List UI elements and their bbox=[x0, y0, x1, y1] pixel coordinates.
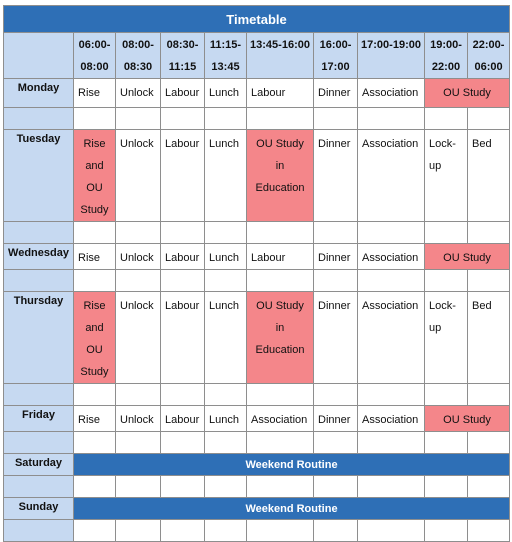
time-slot: 13:45-16:00 bbox=[247, 33, 314, 79]
activity-cell: Dinner bbox=[314, 130, 358, 222]
cell-line: Education bbox=[255, 182, 305, 194]
activity-cell: Rise bbox=[74, 244, 116, 270]
day-label-saturday: Saturday bbox=[4, 454, 74, 476]
day-label-thursday: Thursday bbox=[4, 292, 74, 384]
row-friday bbox=[4, 406, 510, 432]
cell-line: Lock- bbox=[429, 300, 456, 312]
cell-line: in bbox=[275, 322, 285, 334]
cell-line: and bbox=[85, 322, 104, 334]
activity-cell: Labour bbox=[161, 130, 205, 222]
header-corner bbox=[4, 33, 74, 79]
activity-cell: Unlock bbox=[116, 406, 161, 432]
cell-line: and bbox=[85, 160, 104, 172]
weekend-routine-banner: Weekend Routine bbox=[74, 498, 510, 520]
activity-cell: Lunch bbox=[205, 130, 247, 222]
spacer-row bbox=[4, 476, 510, 498]
row-wednesday bbox=[4, 244, 510, 270]
day-label-tuesday: Tuesday bbox=[4, 130, 74, 222]
cell-line: Lock- bbox=[429, 138, 456, 150]
time-slot: 11:15-13:45 bbox=[205, 33, 247, 79]
ou-study-cell: OU Study bbox=[425, 244, 510, 270]
row-tuesday bbox=[4, 130, 510, 222]
time-slot: 17:00-19:00 bbox=[358, 33, 425, 79]
activity-cell: Association bbox=[247, 406, 314, 432]
day-label-wednesday: Wednesday bbox=[4, 244, 74, 270]
activity-cell: Lunch bbox=[205, 79, 247, 108]
activity-cell: Association bbox=[358, 79, 425, 108]
activity-cell: Rise bbox=[74, 406, 116, 432]
row-monday bbox=[4, 79, 510, 108]
spacer-row bbox=[4, 384, 510, 406]
cell-line: up bbox=[429, 160, 442, 172]
spacer-row bbox=[4, 520, 510, 542]
cell-line: Rise bbox=[83, 138, 106, 150]
activity-cell: Bed bbox=[468, 292, 510, 384]
lock-up-cell bbox=[425, 130, 468, 222]
time-slot: 22:00-06:00 bbox=[468, 33, 510, 79]
weekend-routine-banner: Weekend Routine bbox=[74, 454, 510, 476]
activity-cell: Labour bbox=[161, 406, 205, 432]
row-sunday bbox=[4, 498, 510, 520]
spacer-row bbox=[4, 432, 510, 454]
activity-cell: Association bbox=[358, 292, 425, 384]
spacer-row bbox=[4, 108, 510, 130]
activity-cell: Association bbox=[358, 244, 425, 270]
activity-cell: Lunch bbox=[205, 292, 247, 384]
ou-study-in-education-cell bbox=[247, 130, 314, 222]
cell-line: OU Study bbox=[256, 138, 304, 150]
activity-cell: Association bbox=[358, 130, 425, 222]
activity-cell: Labour bbox=[247, 79, 314, 108]
cell-line: OU bbox=[86, 182, 103, 194]
activity-cell: Dinner bbox=[314, 292, 358, 384]
time-slot: 19:00-22:00 bbox=[425, 33, 468, 79]
cell-line: in bbox=[275, 160, 285, 172]
day-label-monday: Monday bbox=[4, 79, 74, 108]
row-thursday bbox=[4, 292, 510, 384]
rise-and-ou-study-cell bbox=[74, 130, 116, 222]
activity-cell: Unlock bbox=[116, 130, 161, 222]
activity-cell: Unlock bbox=[116, 292, 161, 384]
activity-cell: Dinner bbox=[314, 79, 358, 108]
rise-and-ou-study-cell bbox=[74, 292, 116, 384]
timetable bbox=[3, 5, 510, 542]
cell-line: Study bbox=[80, 366, 109, 378]
ou-study-cell: OU Study bbox=[425, 406, 510, 432]
cell-line: Study bbox=[80, 204, 109, 216]
cell-line: up bbox=[429, 322, 442, 334]
time-slot: 06:00-08:00 bbox=[74, 33, 116, 79]
cell-line: OU bbox=[86, 344, 103, 356]
time-slot: 16:00-17:00 bbox=[314, 33, 358, 79]
activity-cell: Labour bbox=[161, 244, 205, 270]
time-slot: 08:00-08:30 bbox=[116, 33, 161, 79]
activity-cell: Dinner bbox=[314, 406, 358, 432]
day-label-sunday: Sunday bbox=[4, 498, 74, 520]
cell-line: Rise bbox=[83, 300, 106, 312]
activity-cell: Unlock bbox=[116, 79, 161, 108]
day-label-friday: Friday bbox=[4, 406, 74, 432]
activity-cell: Unlock bbox=[116, 244, 161, 270]
activity-cell: Labour bbox=[161, 79, 205, 108]
timetable-container bbox=[3, 5, 510, 542]
row-saturday bbox=[4, 454, 510, 476]
ou-study-in-education-cell bbox=[247, 292, 314, 384]
activity-cell: Association bbox=[358, 406, 425, 432]
lock-up-cell bbox=[425, 292, 468, 384]
activity-cell: Lunch bbox=[205, 406, 247, 432]
cell-line: OU Study bbox=[256, 300, 304, 312]
time-slot: 08:30-11:15 bbox=[161, 33, 205, 79]
spacer-row bbox=[4, 270, 510, 292]
spacer-row bbox=[4, 222, 510, 244]
activity-cell: Dinner bbox=[314, 244, 358, 270]
activity-cell: Labour bbox=[247, 244, 314, 270]
activity-cell: Rise bbox=[74, 79, 116, 108]
timetable-title: Timetable bbox=[4, 6, 510, 33]
ou-study-cell: OU Study bbox=[425, 79, 510, 108]
activity-cell: Labour bbox=[161, 292, 205, 384]
activity-cell: Lunch bbox=[205, 244, 247, 270]
activity-cell: Bed bbox=[468, 130, 510, 222]
cell-line: Education bbox=[255, 344, 305, 356]
time-header-row bbox=[4, 33, 510, 79]
